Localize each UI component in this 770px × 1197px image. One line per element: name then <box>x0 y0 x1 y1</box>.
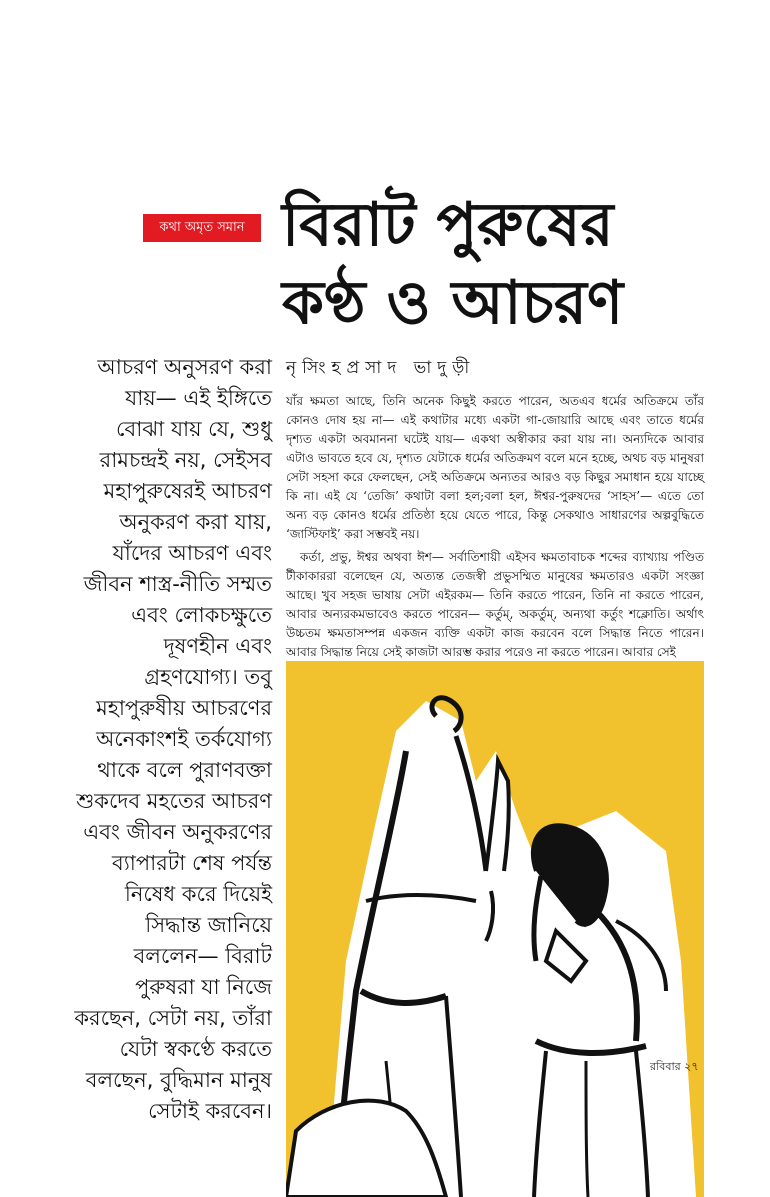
pull-quote <box>40 352 272 1127</box>
author-byline: নৃসিংহপ্রসাদ ভাদুড়ী <box>286 358 476 378</box>
pull-quote-line: অনুকরণ করা যায়, <box>119 510 272 534</box>
pull-quote-line: জীবন শাস্ত্র-নীতি সম্মত <box>83 572 272 596</box>
pull-quote-line: বলছেন, বুদ্ধিমান মানুষ <box>85 1068 272 1092</box>
illustration-drawing <box>286 661 704 1197</box>
pull-quote-line: ব্যাপারটা শেষ পর্যন্ত <box>112 851 272 875</box>
pull-quote-line: পুরুষরা যা নিজে <box>135 975 272 999</box>
pull-quote-line: যায়— এই ইঙ্গিতে <box>125 386 272 410</box>
page-number: রবিবার ২৭ <box>650 1060 699 1073</box>
section-badge: কথা অমৃত সমান <box>143 214 261 242</box>
pull-quote-line: আচরণ অনুসরণ করা <box>97 355 272 379</box>
article-body <box>286 392 704 662</box>
pull-quote-line: এবং জীবন অনুকরণের <box>83 820 272 844</box>
pull-quote-line: এবং লোকচক্ষুতে <box>131 603 272 627</box>
pull-quote-line: সিদ্ধান্ত জানিয়ে <box>145 913 272 937</box>
title-line-2: কণ্ঠ ও আচরণ <box>282 268 624 338</box>
pull-quote-line: দূষণহীন এবং <box>163 634 272 658</box>
pull-quote-line: বললেন— বিরাট <box>133 944 272 968</box>
pull-quote-line: শুকদেব মহতের আচরণ <box>76 789 272 813</box>
pull-quote-line: যাঁদের আচরণ এবং <box>112 541 272 565</box>
pull-quote-line: মহাপুরুষীয় আচরণের <box>96 696 272 720</box>
pull-quote-line: মহাপুরুষেরই আচরণ <box>103 479 272 503</box>
pull-quote-line: অনেকাংশই তর্কযোগ্য <box>96 727 272 751</box>
pull-quote-line: যেটা স্বকণ্ঠে করতে <box>119 1037 272 1061</box>
pull-quote-line: রামচন্দ্রই নয়, সেইসব <box>99 448 272 472</box>
pull-quote-line: সেটাই করবেন। <box>148 1099 272 1123</box>
pull-quote-line: নিষেধ করে দিয়েই <box>124 882 272 906</box>
title-line-1: বিরাট পুরুষের <box>282 190 614 260</box>
body-paragraph-1: যাঁর ক্ষমতা আছে, তিনি অনেক কিছুই করতে পারেন, অতএব ধর্মের অতিক্রমে তাঁর কোনও দোষ হয় না— এই কথাটার মধ্যে একটা গা-জোয়ারি আছে এবং তাতে ধর্মের দৃশ্যত একটা অবমাননা ঘটেই যায়— একথা অস্বীকার করা যায় না। অন্যদিকে আবার এটাও ভাবতে হবে যে, দৃশ্যত যেটাকে ধর্মের অতিক্রমণ বলে মনে হচ্ছে, অথচ বড় মানুষরা সেটা সহসা করে ফেলছেন, সেই অতিক্রমে অন্যতর আরও বড় কিছুর সমাধান হয়ে যাচ্ছে কি না। এই যে ‘তেজি’ কথাটা বলা হল;বলা হল, ঈশ্বর-পুরুষদের ‘সাহস’— এতে তো অন্য বড় কোনও ধর্মের প্রতিষ্ঠা হয়ে যেতে পারে, কিন্তু সেকথাও সাধারণের অল্পবুদ্ধিতে ‘জাস্টিফাই’ করা সম্ভবই নয়। <box>286 394 704 541</box>
pull-quote-line: করছেন, সেটা নয়, তাঁরা <box>74 1006 272 1030</box>
pull-quote-line: গ্রহণযোগ্য। তবু <box>144 665 272 689</box>
pull-quote-line: বোঝা যায় যে, শুধু <box>115 417 272 441</box>
article-title <box>282 186 722 342</box>
pull-quote-line: থাকে বলে পুরাণবক্তা <box>97 758 272 782</box>
body-paragraph-2: কর্তা, প্রভু, ঈশ্বর অথবা ঈশ— সর্বাতিশায়ী এইসব ক্ষমতাবাচক শব্দের ব্যাখ্যায় পণ্ডিত টীকাকাররা বলেছেন যে, অত্যন্ত তেজস্বী প্রভুসম্মিত মানুষের ক্ষমতারও একটা সংজ্ঞা আছে। খুব সহজ ভাষায় সেটা এইরকম— তিনি করতে পারেন, তিনি না করতে পারেন, আবার অন্যরকমভাবেও করতে পারেন— কর্তুম্‌, অকর্তুম্‌, অন্যথা কর্তুং শক্লোতি। অর্থাৎ উচ্চতম ক্ষমতাসম্পন্ন একজন ব্যক্তি একটা কাজ করবেন বলে সিদ্ধান্ত নিতে পারেন। আবার সিদ্ধান্ত নিয়ে সেই কাজটা আরম্ভ করার পরেও না করতে পারেন। আবার সেই <box>286 550 704 659</box>
two-figures-illustration <box>286 661 704 1197</box>
